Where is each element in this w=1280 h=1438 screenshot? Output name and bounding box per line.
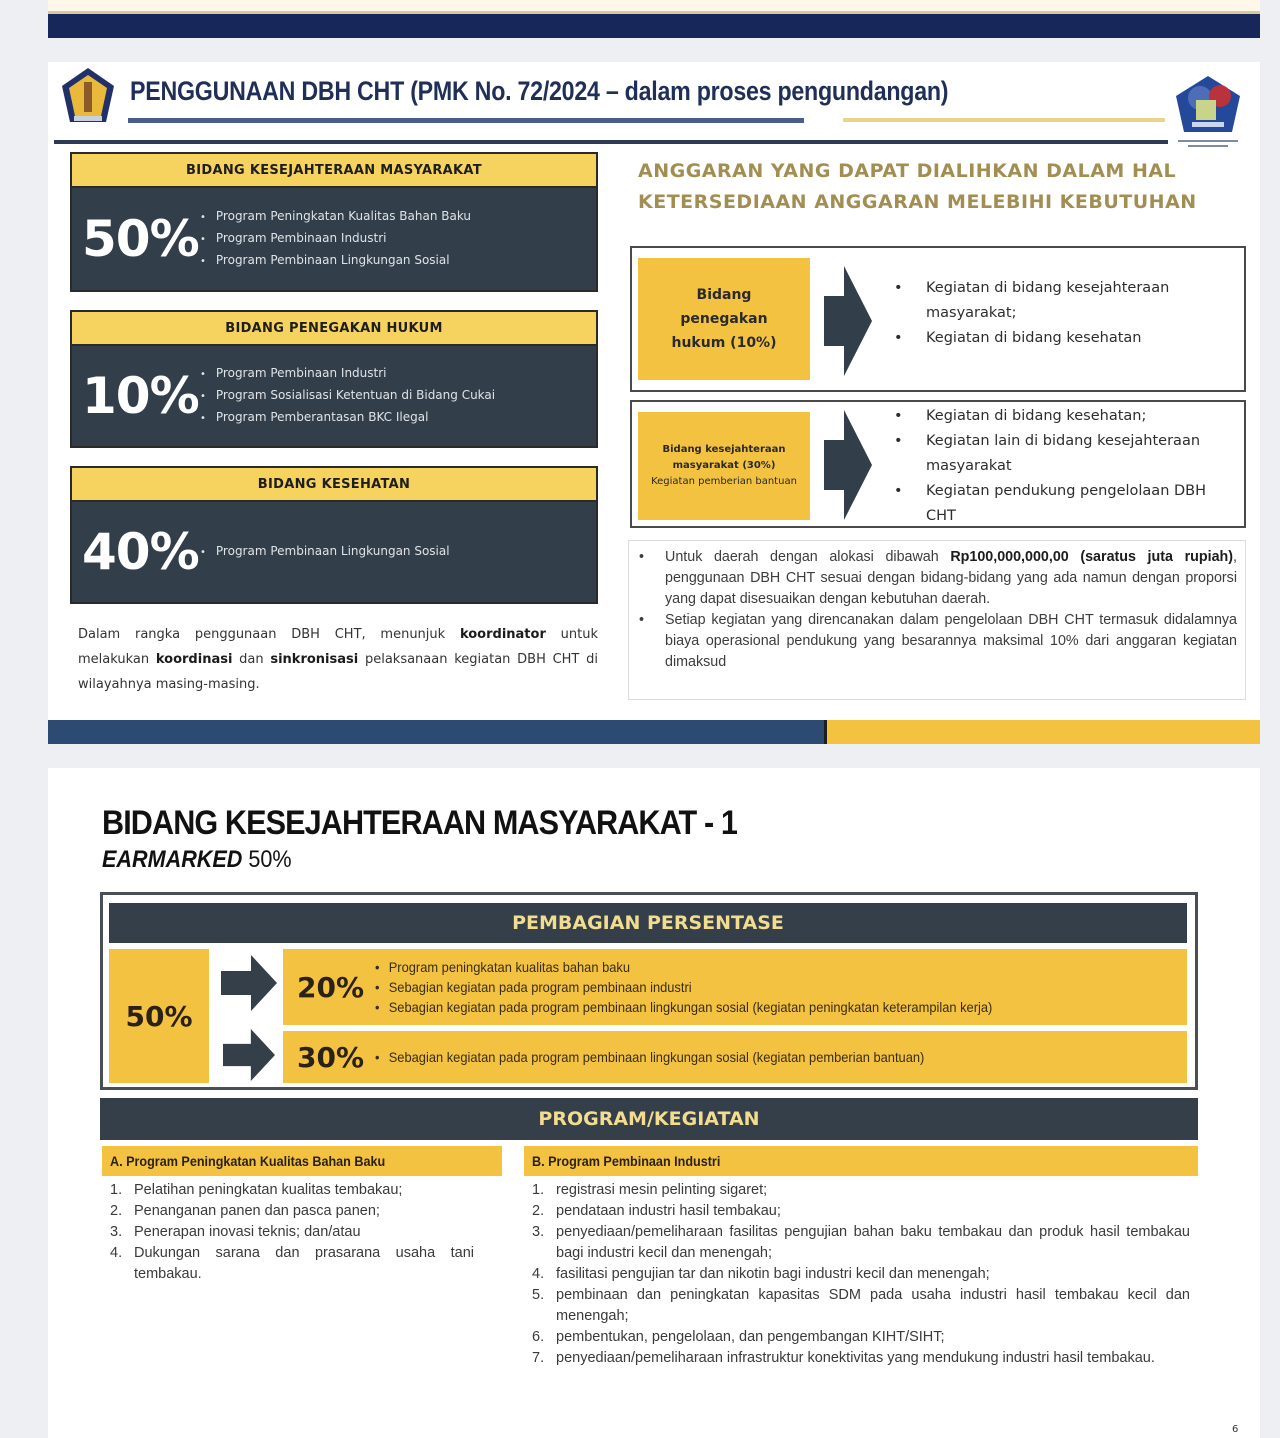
list-item: • Kegiatan di bidang kesehatan [894, 326, 1234, 351]
list-item: • Kegiatan pendukung pengelolaan DBH CHT [894, 479, 1214, 529]
panel-header: PEMBAGIAN PERSENTASE [109, 903, 1187, 943]
list-item: 2. pendataan industri hasil tembakau; [532, 1203, 781, 1219]
list-item: 4. fasilitasi pengujian tar dan nikotin bagi industri kecil dan menengah; [532, 1266, 990, 1282]
flow-kesejahteraan-masyarakat [630, 400, 1246, 528]
list-item: • Program Pembinaan Lingkungan Sosial [200, 250, 471, 272]
note-text: pelaksanaan kegiatan DBH CHT di wilayahnya masing-masing. [78, 652, 598, 692]
previous-slide-strip [48, 0, 1260, 38]
card-kesejahteraan-masyarakat [70, 152, 598, 292]
list-item: • Program Pembinaan Lingkungan Sosial [200, 541, 450, 563]
list-item: • Sebagian kegiatan pada program pembinaan lingkungan sosial (kegiatan pemberian bantuan) [375, 1047, 924, 1067]
note-text: Untuk daerah dengan alokasi dibawah [665, 549, 951, 565]
program-a-title: A. Program Peningkatan Kualitas Bahan Baku [110, 1153, 386, 1169]
subtitle-value: 50% [242, 846, 292, 873]
card-header: BIDANG KESEHATAN [72, 468, 596, 502]
title-underline-blue [128, 118, 804, 123]
list-item: 1. registrasi mesin pelinting sigaret; [532, 1182, 768, 1198]
list-item: 4. Dukungan sarana dan prasarana usaha tani tembakau. [110, 1245, 474, 1282]
card-percent: 40% [82, 523, 199, 581]
program-header: PROGRAM/KEGIATAN [100, 1098, 1198, 1140]
split-percent: 30% [297, 1040, 365, 1074]
djbc-logo-icon [1170, 70, 1246, 150]
percentage-split-panel [100, 892, 1198, 1090]
slide-title: BIDANG KESEJAHTERAAN MASYARAKAT - 1 [102, 804, 737, 842]
note-text: untuk melakukan [78, 627, 598, 667]
note-bold: sinkronisasi [270, 652, 359, 667]
card-program-list [200, 206, 471, 272]
flow-target-list [894, 404, 1214, 529]
arrow-right-icon [221, 955, 277, 1011]
list-item: • Program Sosialisasi Ketentuan di Bidang Cukai [200, 385, 495, 407]
card-percent: 10% [82, 367, 199, 425]
split-row-20 [283, 949, 1187, 1025]
split-item-list [375, 1047, 924, 1067]
split-item-list [375, 957, 992, 1017]
card-header: BIDANG KESEJAHTERAAN MASYARAKAT [72, 154, 596, 188]
flow-source-subtitle: Kegiatan pemberian bantuan [651, 476, 797, 487]
card-kesehatan [70, 466, 598, 604]
list-item: • Sebagian kegiatan pada program pembinaan industri [375, 977, 992, 997]
list-item [639, 547, 1237, 610]
slide-kesejahteraan-masyarakat-1 [48, 768, 1260, 1438]
arrow-right-icon [824, 266, 872, 376]
flow-source-box: Bidang penegakan hukum (10%) [638, 258, 810, 380]
list-item: • Program Pembinaan Industri [200, 228, 471, 250]
card-percent: 50% [82, 210, 199, 268]
program-b-header [524, 1146, 1198, 1176]
note-text: dan [232, 652, 271, 667]
title-underline-gold [843, 118, 1165, 122]
list-item: 6. pembentukan, pengelolaan, dan pengembangan KIHT/SIHT; [532, 1329, 945, 1345]
list-item: • Kegiatan di bidang kesejahteraan masyarakat; [894, 276, 1234, 326]
page-number: 6 [1232, 1424, 1239, 1435]
list-item: 3. penyediaan/pemeliharaan fasilitas pengujian bahan baku tembakau dan produk hasil tembakau bagi industri kecil dan menengah; [532, 1224, 1190, 1261]
card-program-list [200, 541, 450, 563]
card-header: BIDANG PENEGAKAN HUKUM [72, 312, 596, 346]
subtitle-italic: EARMARKED [102, 846, 243, 873]
footer-bar-blue [48, 720, 824, 744]
list-item: 1. Pelatihan peningkatan kualitas tembakau; [110, 1182, 403, 1198]
note-bold: koordinator [459, 627, 546, 642]
program-a-header [102, 1146, 502, 1176]
kemenkeu-logo-icon [60, 66, 116, 128]
list-item: • Kegiatan di bidang kesehatan; [894, 404, 1214, 429]
list-item: 2. Penanganan panen dan pasca panen; [110, 1203, 380, 1219]
list-item: • Setiap kegiatan yang direncanakan dalam pengelolaan DBH CHT termasuk didalamnya biaya operasional pendukung yang besarannya maksimal 10% dari anggaran kegiatan dimaksud [639, 610, 1237, 673]
allocation-notes-box [628, 540, 1246, 700]
flow-penegakan-hukum [630, 246, 1246, 392]
slide-subtitle [102, 846, 292, 874]
coordinator-note [78, 622, 598, 697]
list-item: • Program Pembinaan Industri [200, 363, 495, 385]
list-item: • Program Peningkatan Kualitas Bahan Baku [200, 206, 471, 228]
note-bold: koordinasi [155, 652, 233, 667]
list-item: 5. pembinaan dan peningkatan kapasitas SDM pada usaha industri hasil tembakau kecil dan menengah; [532, 1287, 1190, 1324]
program-b-title: B. Program Pembinaan Industri [532, 1153, 721, 1169]
arrow-right-icon [221, 1029, 277, 1081]
list-item: 3. Penerapan inovasi teknis; dan/atau [110, 1224, 361, 1240]
split-percent: 20% [297, 970, 365, 1004]
list-item: • Program peningkatan kualitas bahan baku [375, 957, 992, 977]
slide-title: PENGGUNAAN DBH CHT (PMK No. 72/2024 – dalam proses pengundangan) [130, 76, 949, 106]
footer-bar-gold [824, 720, 1260, 744]
note-text: , penggunaan DBH CHT sesuai dengan bidang-bidang yang ada namun dengan proporsi yang dapat disesuaikan dengan kebutuhan daerah. [665, 549, 1238, 607]
split-row-30 [283, 1031, 1187, 1083]
flow-source-box [638, 412, 810, 520]
list-item: • Sebagian kegiatan pada program pembinaan lingkungan sosial (kegiatan peningkatan keterampilan kerja) [375, 997, 992, 1017]
arrow-right-icon [824, 410, 872, 520]
flow-source-title: Bidang kesejahteraan masyarakat (30%) [662, 444, 786, 471]
navy-band [48, 14, 1260, 38]
card-program-list [200, 363, 495, 429]
total-percent: 50% [109, 949, 209, 1083]
reallocation-title: ANGGARAN YANG DAPAT DIALIHKAN DALAM HAL KETERSEDIAAN ANGGARAN MELEBIHI KEBUTUHAN [638, 160, 1197, 213]
list-item: • Program Pemberantasan BKC Ilegal [200, 407, 495, 429]
list-item: 7. penyediaan/pemeliharaan infrastruktur konektivitas yang mendukung industri hasil tembakau. [532, 1350, 1155, 1366]
header-rule [54, 140, 1168, 144]
program-b-list [532, 1180, 1190, 1369]
slide-penggunaan-dbh-cht [48, 62, 1260, 744]
list-item: • Kegiatan lain di bidang kesejahteraan masyarakat [894, 429, 1214, 479]
card-penegakan-hukum [70, 310, 598, 448]
note-text: Dalam rangka penggunaan DBH CHT, menunjuk [78, 627, 460, 642]
program-a-list [110, 1180, 474, 1285]
flow-target-list [894, 276, 1234, 351]
note-bold: Rp100,000,000,00 (saratus juta rupiah) [950, 549, 1234, 565]
